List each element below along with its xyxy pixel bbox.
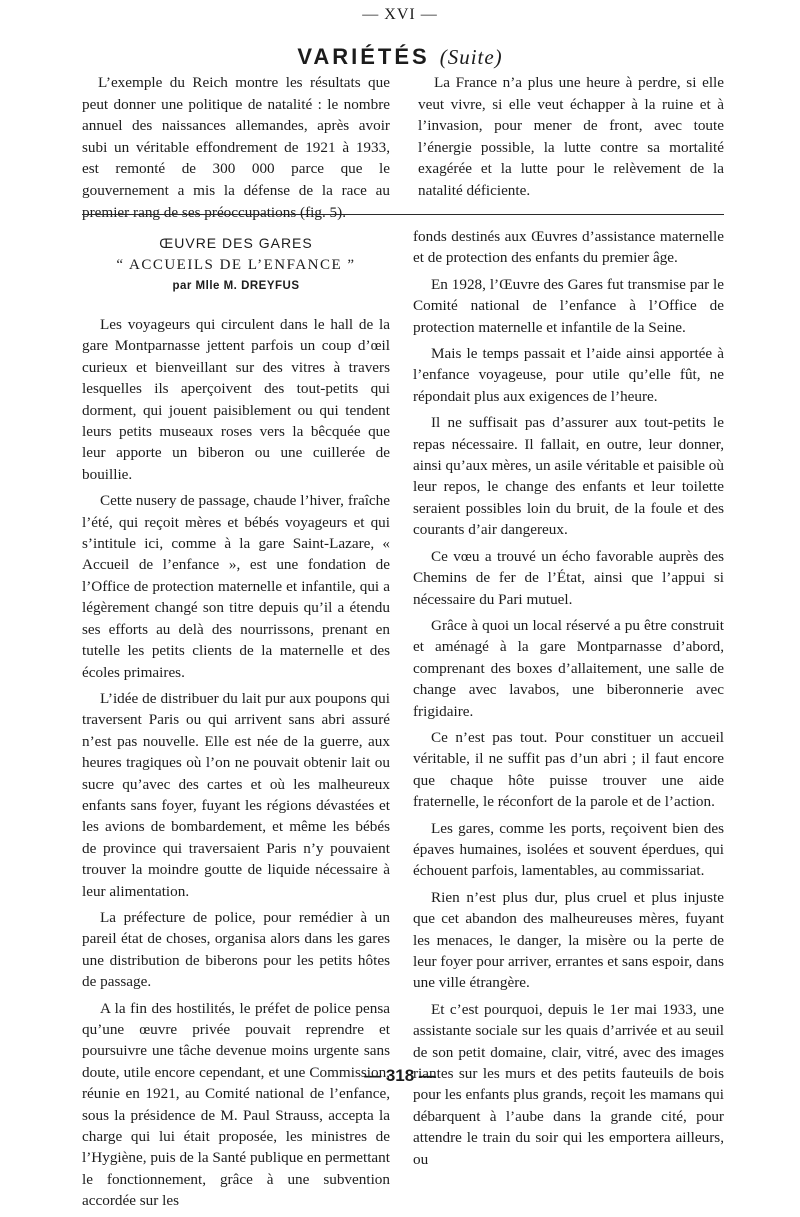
article-paragraph: Rien n’est plus dur, plus cruel et plus injuste que cet abandon des malheureuses mères, fuyant les menaces, le danger, la misère ou la perte de leur foyer pour arriver, errantes et sans espoir, dans une ville étrangère. — [413, 888, 724, 992]
article-paragraph: Ce n’est pas tout. Pour constituer un accueil véritable, il ne suffit pas d’un abri ; il faut encore que chaque hôte puisse trouver une aide fraternelle, le réconfort de la parole et de l’action. — [413, 728, 724, 811]
article-title: “ ACCUEILS DE L’ENFANCE ” — [116, 257, 356, 273]
article-paragraph: En 1928, l’Œuvre des Gares fut transmise par le Comité national de l’enfance à l’Office de protection maternelle et infantile de la Seine. — [413, 275, 724, 336]
intro-left-paragraph: L’exemple du Reich montre les résultats que peut donner une politique de natalité : le nombre annuel des naissances allemandes, après avoir subi un véritable effondrement de 1921 à 1933, est remonté de 300 000 parce que le gouvernement a mis la défense de la race au premier rang de ses préoccupations (fig. 5). — [82, 74, 390, 221]
page-number: — 318 — — [364, 1066, 436, 1085]
article-paragraph: Grâce à quoi un local réservé a pu être construit et aménagé à la gare Montparnasse d’abord, comprenant des boxes d’allaitement, une salle de change avec lavabos, une biberonnerie avec frigidaire. — [413, 616, 724, 720]
article-paragraph: Cette nusery de passage, chaude l’hiver, fraîche l’été, qui reçoit mères et bébés voyageurs et qui s’intitule ici, comme à la gare Saint-Lazare, « Accueil de l’enfance », est une fondation de l’Office de protection maternelle et infantile, qui a légèrement changé son titre depuis qu’il a étendu ses efforts au delà des nourrissons, prenant en tutelle les petits clients de la maternelle et des écoles primaires. — [82, 492, 390, 681]
article-paragraph: Il ne suffisait pas d’assurer aux tout-petits le repas nécessaire. Il fallait, en outre, leur donner, ainsi qu’aux mères, un asile véritable et paisible où leur repos, le change des enfants et leur toilette seraient possibles loin du bruit, de la foule et des courants d’air dangereux. — [413, 414, 724, 539]
intro-left-column — [82, 72, 390, 223]
article-paragraph: Les gares, comme les ports, reçoivent bien des épaves humaines, isolées et souvent éperdues, qui échouent parfois, lamentables, au commissariat. — [413, 819, 724, 880]
article-paragraph: Ce vœu a trouvé un écho favorable auprès des Chemins de fer de l’État, ainsi que l’appui si nécessaire du Pari mutuel. — [413, 547, 724, 608]
article-kicker: ŒUVRE DES GARES — [159, 235, 313, 251]
article-paragraph: La préfecture de police, pour remédier à un pareil état de choses, organisa alors dans les gares une distribution de biberons pour les petits hôtes de passage. — [82, 908, 390, 991]
article-paragraph: Les voyageurs qui circulent dans le hall de la gare Montparnasse jettent parfois un coup d’œil curieux et bienveillant sur des vitres à travers lesquelles ils aperçoivent des tout-petits qui dorment, qui jouent paisiblement ou qui tendent leurs petits museaux roses vers la bêcquée que leur apporte un biberon ou une cuillerée de bouillie. — [82, 316, 390, 483]
article-heading — [82, 232, 390, 296]
intro-right-column — [418, 72, 724, 202]
article-byline: par Mlle M. DREYFUS — [172, 280, 300, 292]
section-title-main: VARIÉTÉS — [297, 44, 430, 69]
roman-folio: — XVI — — [362, 6, 438, 23]
intro-right-paragraph: La France n’a plus une heure à perdre, si elle veut vivre, si elle veut échapper à la ruine et à l’invasion, pour mener de front, avec toute l’énergie possible, la lutte contre sa mortalité exagérée et la lutte pour le relèvement de la natalité déficiente. — [418, 74, 724, 199]
article-paragraph: Mais le temps passait et l’aide ainsi apportée à l’enfance voyageuse, pour utile qu’elle fût, ne répondait plus aux exigences de l’heure. — [413, 345, 724, 405]
section-title — [0, 44, 800, 70]
article-paragraph: L’idée de distribuer du lait pur aux poupons qui traversent Paris ou qui arrivent sans abri assuré n’est pas nouvelle. Elle est née de la guerre, aux heures tragiques où l’on ne pouvait obtenir lait ou sucre qu’avec des cartes et où les malheureux enfants sans foyer, fuyant les régions dévastées et les avions de bombardement, et même les bébés de province qui traversaient Paris n’y pouvaient trouver la moindre goutte de liquide nécessaire à leur alimentation. — [82, 689, 390, 900]
article-paragraph-continued: fonds destinés aux Œuvres d’assistance maternelle et de protection des enfants du premier âge. — [413, 228, 724, 267]
section-divider — [82, 214, 724, 215]
section-title-suffix: (Suite) — [439, 45, 503, 69]
article-paragraph: Et c’est pourquoi, depuis le 1er mai 1933, une assistante sociale sur les quais d’arrivée et au seuil de son petit domaine, clair, vitré, avec des images riantes sur les murs et des petits fauteuils de bois pour les enfants plus grands, reçoit les mamans qui débarquent à l’aube dans la grande cité, pour attendre le train du soir qui les emportera ailleurs, ou — [413, 1000, 724, 1168]
article-right-column — [413, 226, 724, 1175]
article-paragraph: A la fin des hostilités, le préfet de police pensa qu’une œuvre privée pouvait reprendre et poursuivre une tâche devenue moins urgente sans doute, utile encore cependant, et une Commission, réunie en 1921, au Comité national de l’enfance, sous la présidence de M. Paul Strauss, accepta la charge qui lui était proposée, les ministres de l’Hygiène, puis de la Santé publique en permettant le fonctionnement, grâce à une subvention accordée sur les — [82, 999, 390, 1210]
